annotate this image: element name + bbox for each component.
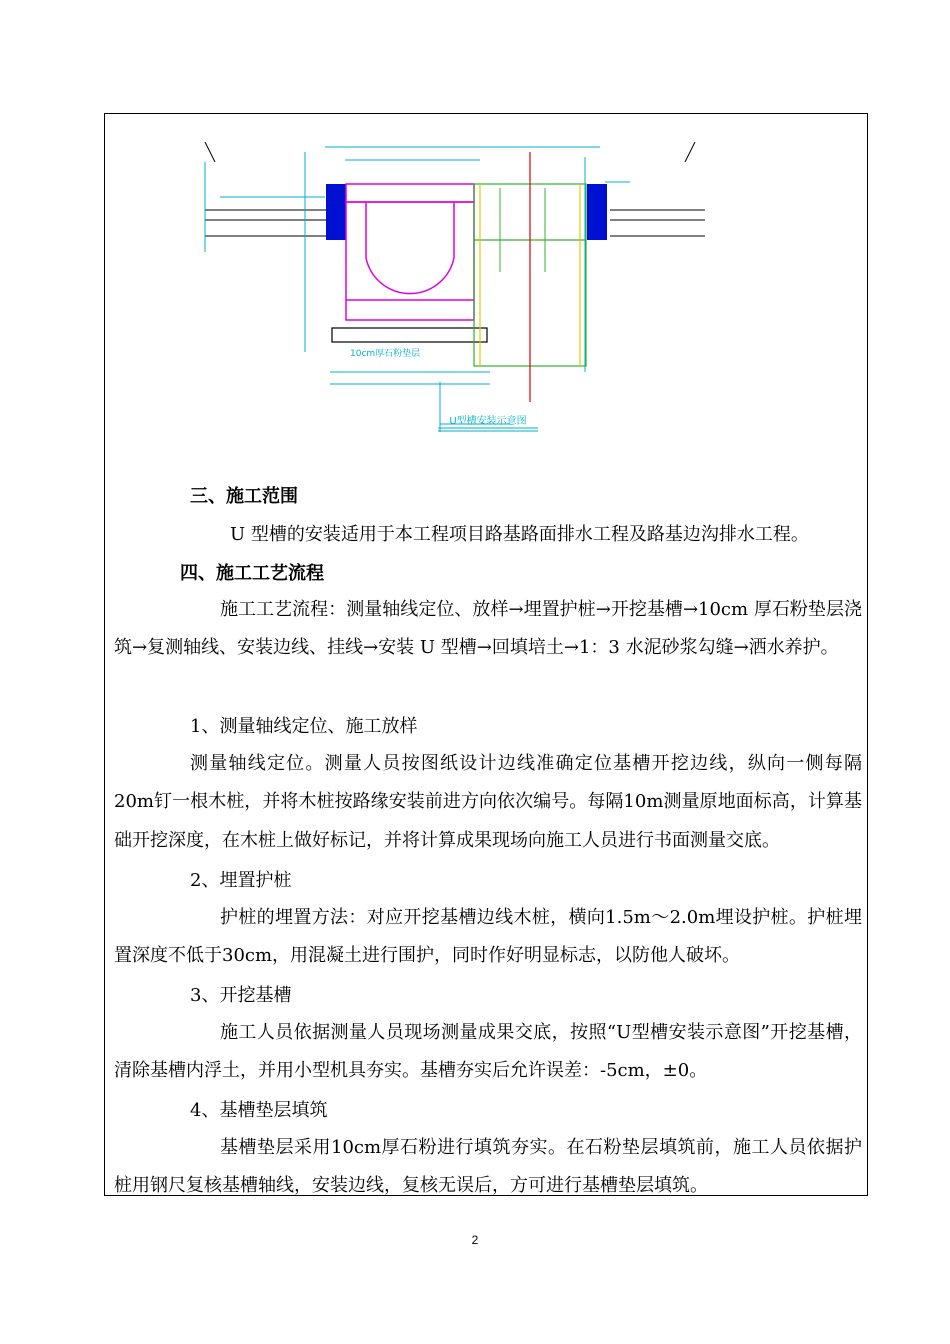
subheading-cushion: 4、基槽垫层填筑 bbox=[190, 1100, 328, 1121]
subheading-excavate: 3、开挖基槽 bbox=[190, 985, 292, 1006]
paragraph-stakes: 护桩的埋置方法：对应开挖基槽边线木桩，横向1.5m～2.0m埋设护桩。护桩埋置深度不低于30cm，用混凝土进行围护，同时作好明显标志，以防他人破坏。 bbox=[114, 907, 862, 967]
paragraph-process: 施工工艺流程：测量轴线定位、放样→埋置护桩→开挖基槽→10cm 厚石粉垫层浇筑→复测轴线、安装边线、挂线→安装 U 型槽→回填培土→1：3 水泥砂浆勾缝→洒水养护。 bbox=[114, 599, 862, 659]
subheading-survey: 1、测量轴线定位、施工放样 bbox=[190, 716, 418, 737]
paragraph-survey: 测量轴线定位。测量人员按图纸设计边线准确定位基槽开挖边线，纵向一侧每隔 20m钉一根木桩，并将木桩按路缘安装前进方向依次编号。每隔10m测量原地面标高，计算基础开挖深度，在木桩上做好标记，并将计算成果现场向施工人员进行书面测量交底。 bbox=[114, 753, 862, 851]
page-number: 2 bbox=[471, 1233, 479, 1247]
paragraph-cushion: 基槽垫层采用10cm厚石粉进行填筑夯实。在石粉垫层填筑前，施工人员依据护桩用钢尺复核基槽轴线，安装边线，复核无误后，方可进行基槽垫层填筑。 bbox=[114, 1137, 862, 1197]
section-heading-process: 四、施工工艺流程 bbox=[180, 563, 324, 584]
diagram-svg bbox=[200, 132, 710, 437]
paragraph-scope: U 型槽的安装适用于本工程项目路基路面排水工程及路基边沟排水工程。 bbox=[230, 524, 809, 545]
u-trough-diagram bbox=[200, 132, 710, 437]
figure-caption: U型槽安装示意图 bbox=[449, 416, 527, 427]
layer-label: 10cm厚石粉垫层 bbox=[350, 349, 421, 359]
section-heading-scope: 三、施工范围 bbox=[190, 486, 298, 507]
subheading-stakes: 2、埋置护桩 bbox=[190, 870, 292, 891]
paragraph-excavate: 施工人员依据测量人员现场测量成果交底，按照“U型槽安装示意图”开挖基槽，清除基槽内浮土，并用小型机具夯实。基槽夯实后允许误差：-5cm，±0。 bbox=[114, 1022, 862, 1082]
